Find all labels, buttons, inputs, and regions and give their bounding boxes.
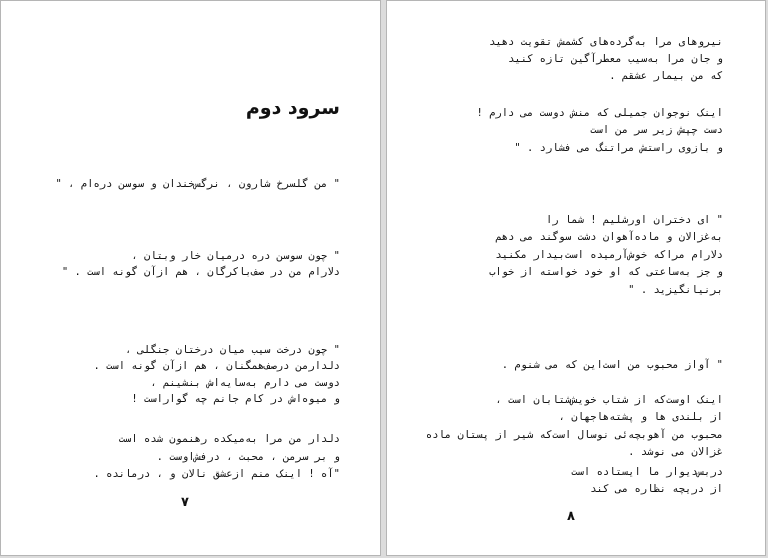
- verse-line: دلارام مراکه خوش‌آرمیده است‌بیدار مکنید: [495, 249, 723, 261]
- verse-line: و میوه‌اش در کام جانم چه گواراست !: [131, 393, 340, 405]
- verse-line: دلدار من مرا به‌میکده رهنمون شده است: [118, 433, 340, 445]
- verse-line: دلارام من در صف‌باکرگان ، هم ازآن گونه است . ": [61, 266, 340, 278]
- verse-line: به‌غزالان و ماده‌آهوان دشت سوگند می دهم: [495, 231, 723, 243]
- verse-line: دست چپش زیر سر من است: [590, 124, 723, 136]
- right-page: [386, 0, 766, 556]
- verse-line: " چون سوسن دره درمیان خار وبتان ،: [131, 250, 340, 262]
- verse-line: نیروهای مرا به‌گرده‌های کشمش تقویت دهید: [489, 36, 723, 48]
- verse-line: که من بیمار عشقم .: [609, 70, 723, 82]
- verse-line: اینک نوجوان جمیلی که منش دوست می دارم !: [476, 107, 723, 119]
- verse-line: دوست می دارم به‌سایه‌اش بنشینم ،: [150, 377, 340, 389]
- verse-line: دربس‌دیوار ما ایستاده است: [571, 466, 723, 478]
- verse-line: " آواز محبوب من است‌این که می شنوم .: [501, 359, 723, 371]
- verse-line: و جز به‌ساعتی که او خود خواسته از خواب: [489, 266, 723, 278]
- verse-line: " من گلسرخ شارون ، نرگس‌خندان و سوسن دره‌ام ، ": [55, 178, 340, 190]
- verse-line: از دریچه نظاره می کند: [590, 483, 723, 495]
- verse-line: "آه ! اینک منم ازعشق نالان و ، درمانده .: [93, 468, 340, 480]
- verse-line: دلدارمن درصف‌همگنان ، هم ازآن گونه است .: [93, 360, 340, 372]
- page-title: سرود دوم: [245, 97, 340, 119]
- verse-line: و جان مرا به‌سیب معطرآگین تازه کنید: [508, 53, 723, 65]
- verse-line: غزالان می نوشد .: [628, 446, 723, 458]
- verse-line: محبوب من آهوبچه‌ئی نوسال است‌که شیر از پستان ماده: [425, 429, 723, 441]
- verse-line: " ای دختران اورشلیم ! شما را: [545, 214, 723, 226]
- verse-line: " چون درخت سیب میان درختان جنگلی ،: [125, 344, 340, 356]
- left-page: [0, 0, 381, 556]
- page-number: ۷: [181, 495, 189, 510]
- verse-line: برنیانگیزید . ": [628, 284, 723, 296]
- verse-line: از بلندی ها و پشته‌هاجهان ،: [558, 411, 723, 423]
- verse-line: اینک اوست‌که از شتاب خویش‌شتابان است ،: [495, 394, 723, 406]
- verse-line: و بر سرمن ، محبت ، درفش‌اوست .: [156, 451, 340, 463]
- page-number: ۸: [567, 509, 575, 524]
- verse-line: و بازوی راستش مراتنگ می فشارد . ": [514, 142, 723, 154]
